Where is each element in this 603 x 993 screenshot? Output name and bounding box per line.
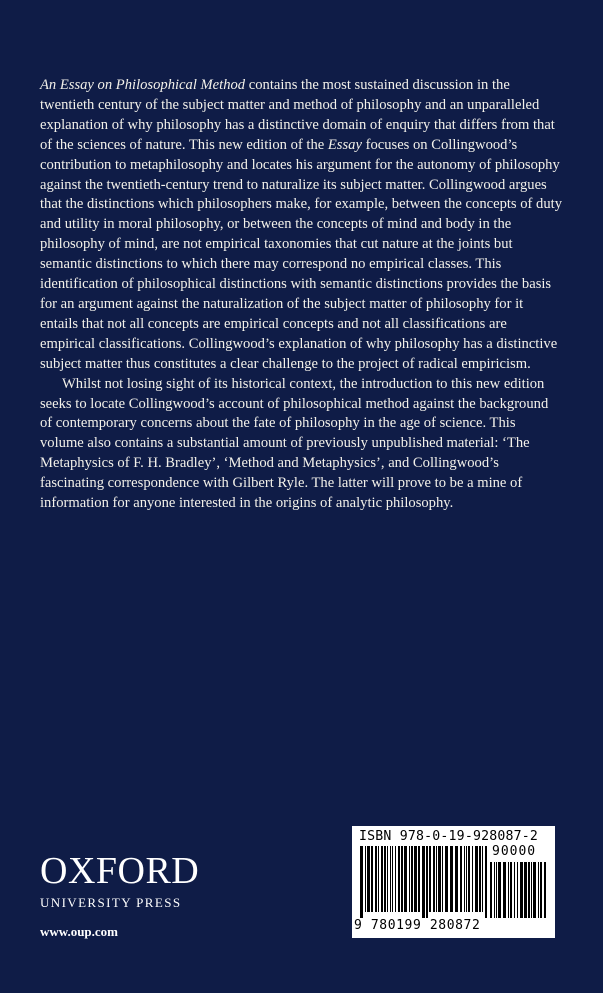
barcode-bar: [528, 862, 530, 918]
barcode-bar: [450, 846, 453, 912]
barcode-bar: [517, 862, 518, 918]
italic-title-run: An Essay on Philosophical Method: [40, 77, 246, 93]
publisher-website: www.oup.com: [40, 924, 119, 939]
barcode-bar: [490, 862, 492, 918]
italic-title-run: Essay: [327, 136, 362, 153]
barcode-bar: [533, 862, 536, 918]
barcode-bar: [540, 862, 542, 918]
barcode-bar: [367, 846, 370, 912]
barcode-bar: [381, 846, 383, 912]
barcode-bar: [524, 862, 527, 918]
barcode-bar: [371, 846, 373, 912]
barcode: [352, 826, 555, 938]
publisher-subtitle: UNIVERSITY PRESS: [40, 895, 182, 910]
barcode-bar: [494, 862, 495, 918]
barcode-bar: [464, 846, 465, 912]
barcode-bar: [531, 862, 532, 918]
barcode-bar: [498, 862, 501, 918]
barcode-bar: [496, 862, 497, 918]
barcode-bar: [411, 846, 413, 912]
blurb-paragraph-2: Whilst not losing sight of its historical context, the introduction to this new edition seeks to locate Collingwood’s account of philosophical method against the background of contemporary concerns about the fate of philosophy in the age of science. This volume also contains a substantial amount of previously unpublished material: ‘The Metaphysics of F. H. Bradley’, ‘Method and Metaphysics’, and Collingwood’s fascinating correspondence with Gilbert Ryle. The latter will prove to be a mine of information for anyone interested in the origins of analytic philosophy.: [40, 375, 549, 512]
barcode-bar: [468, 846, 470, 912]
barcode-bar: [433, 846, 435, 912]
text-run: contains the most sustained discussion in the twentieth century of the subject matter and method of philosophy and an unparalleled explanation of why philosophy has a distinctive domain of enquiry that differs from that of the sciences of nature. This new edition of the: [40, 77, 555, 153]
blurb: [40, 76, 562, 514]
barcode-bar: [445, 846, 448, 912]
barcode-bar: [418, 846, 420, 912]
barcode-bar: [395, 846, 396, 912]
barcode-bar: [375, 846, 377, 912]
barcode-bar: [414, 846, 417, 912]
barcode-bar: [438, 846, 441, 912]
barcode-bar: [390, 846, 391, 912]
barcode-bar: [409, 846, 410, 912]
barcode-bar: [426, 846, 428, 918]
barcode-bar: [401, 846, 403, 912]
barcode-bar: [436, 846, 437, 912]
barcode-bar: [466, 846, 467, 912]
barcode-bar: [510, 862, 512, 918]
text-run: focuses on Collingwood’s contribution to metaphilosophy and locates his argument for the autonomy of philosophy against the twentieth-century trend to naturalize its subject matter. Collingwood argues that the distinctions which philosophers make, for example, between the concepts of duty and utility in moral philosophy, or between the concepts of mind and body in the philosophy of mind, are not empirical taxonomies that cut nature at the joints but semantic distinctions to which there may correspond no empirical classes. This identification of philosophical distinctions with semantic distinctions provides the basis for an argument against the naturalization of the subject matter of philosophy for it entails that not all concepts are empirical concepts and not all classifications are empirical classifications. Collingwood’s explanation of why philosophy has a distinctive subject matter thus constitutes a clear challenge to the project of radical empiricism.: [40, 136, 562, 372]
barcode-bar: [360, 846, 363, 918]
ean-digits: 9 780199 280872: [354, 918, 481, 933]
barcode-bar: [479, 846, 481, 912]
barcode-bar: [482, 846, 483, 912]
barcode-bar: [365, 846, 366, 912]
isbn-label: ISBN 978-0-19-928087-2: [359, 829, 539, 844]
publisher-logo: [40, 852, 210, 912]
barcode-bar: [384, 846, 386, 912]
barcode-bar: [404, 846, 407, 912]
addon-digits: 90000: [492, 844, 537, 859]
barcode-bar: [460, 846, 462, 912]
ean-barcode-bars: [360, 846, 488, 920]
addon-barcode-bars: [490, 862, 548, 920]
barcode-bar: [398, 846, 400, 912]
barcode-bar: [514, 862, 515, 918]
barcode-bar: [422, 846, 425, 918]
barcode-bar: [520, 862, 523, 918]
publisher-name: OXFORD: [40, 850, 200, 892]
blurb-paragraph-1: [40, 76, 562, 375]
barcode-bar: [392, 846, 393, 912]
barcode-bar: [485, 846, 487, 918]
barcode-bar: [387, 846, 388, 912]
barcode-bar: [442, 846, 443, 912]
barcode-bar: [538, 862, 539, 918]
barcode-bar: [503, 862, 506, 918]
barcode-bar: [508, 862, 509, 918]
barcode-bar: [455, 846, 458, 912]
barcode-bar: [472, 846, 473, 912]
barcode-bar: [378, 846, 379, 912]
barcode-bar: [544, 862, 546, 918]
barcode-bar: [429, 846, 431, 912]
barcode-bar: [475, 846, 478, 912]
